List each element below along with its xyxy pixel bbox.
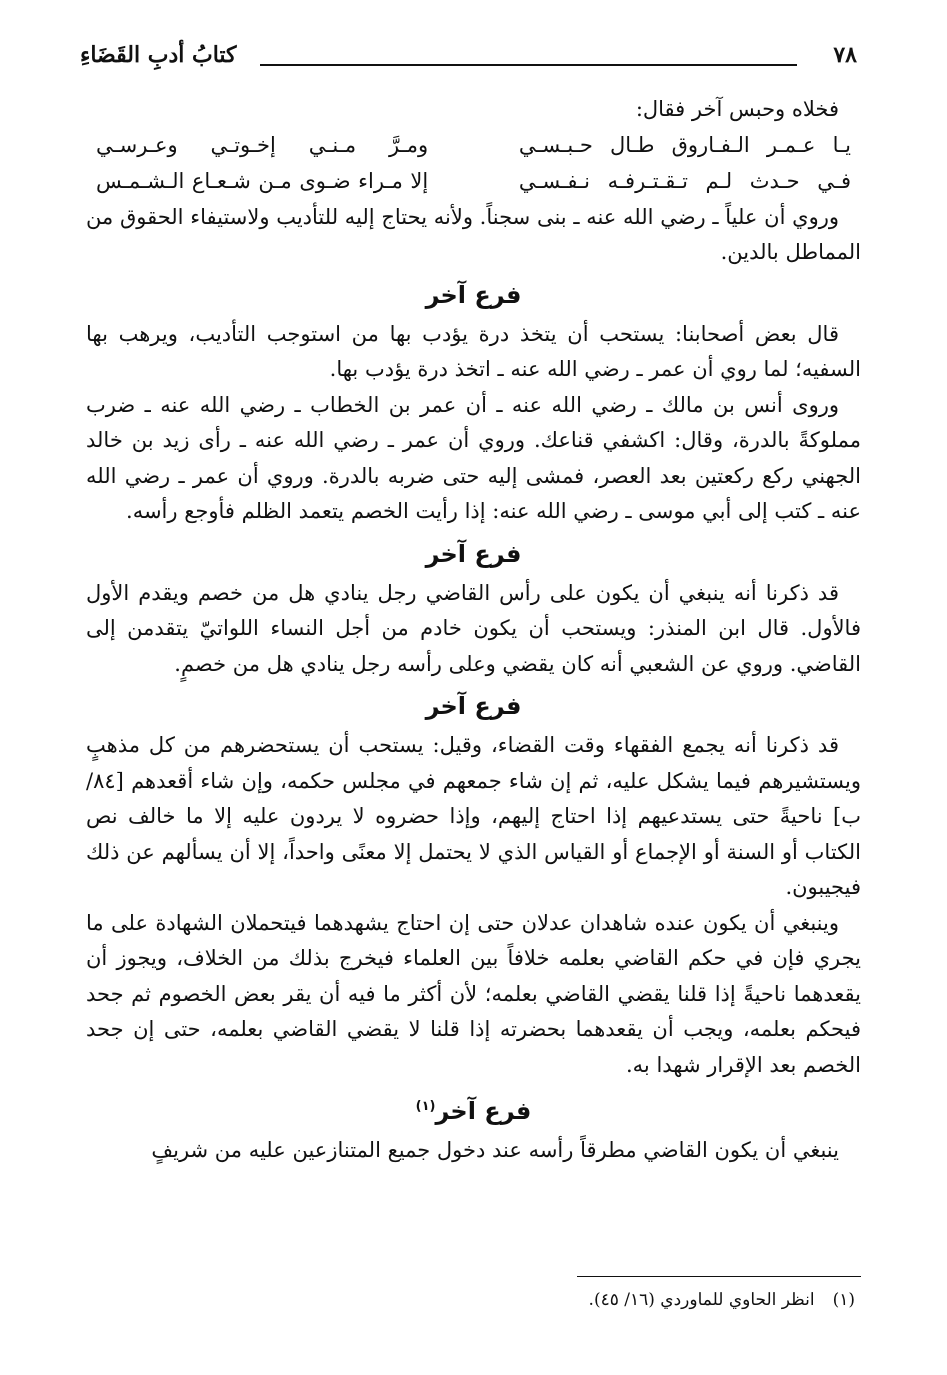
footnote-divider: [577, 1276, 861, 1277]
verse-second-hemistich: إلا مـراء ضـوى مـن شـعـاع الـشـمـس: [96, 168, 429, 193]
paragraph: وروى أنس بن مالك ـ رضي الله عنه ـ أن عمر بن الخطاب ـ رضي الله عنه ـ ضرب مملوكةً بالدرة، وقال: اكشفي قناعك. وروي أن عمر ـ رضي الله عنه ـ رأى زيد بن خالد الجهني ركع ركعتين بعد العصر، فمشى إليه حتى ضربه بالدرة. وروي أن عمر ـ رضي الله عنه ـ كتب إلى أبي موسى ـ رضي الله عنه: إذا رأيت الخصم يتعمد الظلم فأوجع رأسه.: [86, 392, 861, 523]
paragraph: وروي أن علياً ـ رضي الله عنه ـ بنى سجناً. ولأنه يحتاج إليه للتأديب ولاستيفاء الحقوق من المماطل بالدين.: [86, 204, 861, 264]
footnote-text: انظر الحاوي للماوردي (١٦/ ٤٥).: [588, 1290, 815, 1310]
verse-first-hemistich: فـي حـدث لـم تـقـتـرفـه نـفـسـي: [518, 168, 851, 193]
paragraph: قد ذكرنا أنه ينبغي أن يكون على رأس القاضي رجل ينادي هل من خصم ويقدم الأول فالأول. قال ابن المنذر: ويستحب أن يكون خادم من أجل النساء اللواتيّ يتقدمن إلى القاضي. وروي عن الشعبي أنه كان يقضي وعلى رأسه رجل ينادي هل من خصمٍ.: [86, 580, 861, 676]
section-heading: فرع آخر: [425, 280, 522, 309]
page-number: ٧٨: [833, 42, 857, 68]
footnote-marker[interactable]: (١): [415, 1099, 436, 1114]
running-title: كتابُ أدبِ القَضَاءِ: [80, 42, 237, 68]
section-heading-text: فرع آخر: [435, 1097, 532, 1125]
paragraph: قد ذكرنا أنه يجمع الفقهاء وقت القضاء، وقيل: يستحب أن يستحضرهم من كل مذهبٍ ويستشيرهم فيما يشكل عليه، ثم إن شاء جمعهم في مجلس حكمه، وإن شاء أقعدهم [٨٤/ب] ناحيةً حتى يستدعيهم إذا احتاج إليهم، وإذا حضروه لا يردون عليه إلا ما خالف نص الكتاب أو السنة أو الإجماع أو القياس الذي لا يحتمل إلا معنًى واحداً، إلا أن يسألهم عن ذلك فيجيبون.: [86, 733, 861, 899]
poem-verse: [86, 164, 861, 200]
paragraph: قال بعض أصحابنا: يستحب أن يتخذ درة يؤدب بها من استوجب التأديب، ويرهب بها السفيه؛ لما روي أن عمر ـ رضي الله عنه ـ اتخذ درة يؤدب بها.: [86, 321, 861, 381]
paragraph: فخلاه وحبس آخر فقال:: [635, 97, 839, 121]
verse-second-hemistich: ومـرَّ مـنـي إخـوتـي وعـرسـي: [96, 132, 429, 157]
page-header: [80, 38, 857, 78]
paragraph: ينبغي أن يكون القاضي مطرقاً رأسه عند دخول جميع المتنازعين عليه من شريفٍ: [151, 1138, 839, 1162]
poem-verse: [86, 128, 861, 164]
verse-first-hemistich: يـا عـمـر الـفـاروق طـال حـبـسـي: [518, 132, 851, 157]
section-heading: فرع آخر: [425, 539, 522, 568]
header-rule: [260, 64, 797, 66]
section-heading: [86, 1085, 861, 1133]
footnote-number: (١): [832, 1290, 855, 1310]
section-heading: فرع آخر: [425, 692, 522, 720]
footnote: [589, 1290, 855, 1310]
paragraph: وينبغي أن يكون عنده شاهدان عدلان حتى إن احتاج يشهدهما فيتحملان الشهادة على ما يجري فإن في حكم القاضي بعلمه خلافاً بين العلماء فيخرج بذلك من الخلاف، ويجوز أن يقعدهما ناحيةً إذا قلنا يقضي القاضي بعلمه؛ لأن أكثر ما فيه أن يقر بعض الخصوم ثم جحد فيحكم بعلمه، ويجب أن يقعدهما بحضرته إذا قلنا لا يقضي القاضي بعلمه، حتى إن جحد الخصم بعد الإقرار شهدا به.: [86, 910, 861, 1077]
main-text: [86, 92, 861, 1169]
